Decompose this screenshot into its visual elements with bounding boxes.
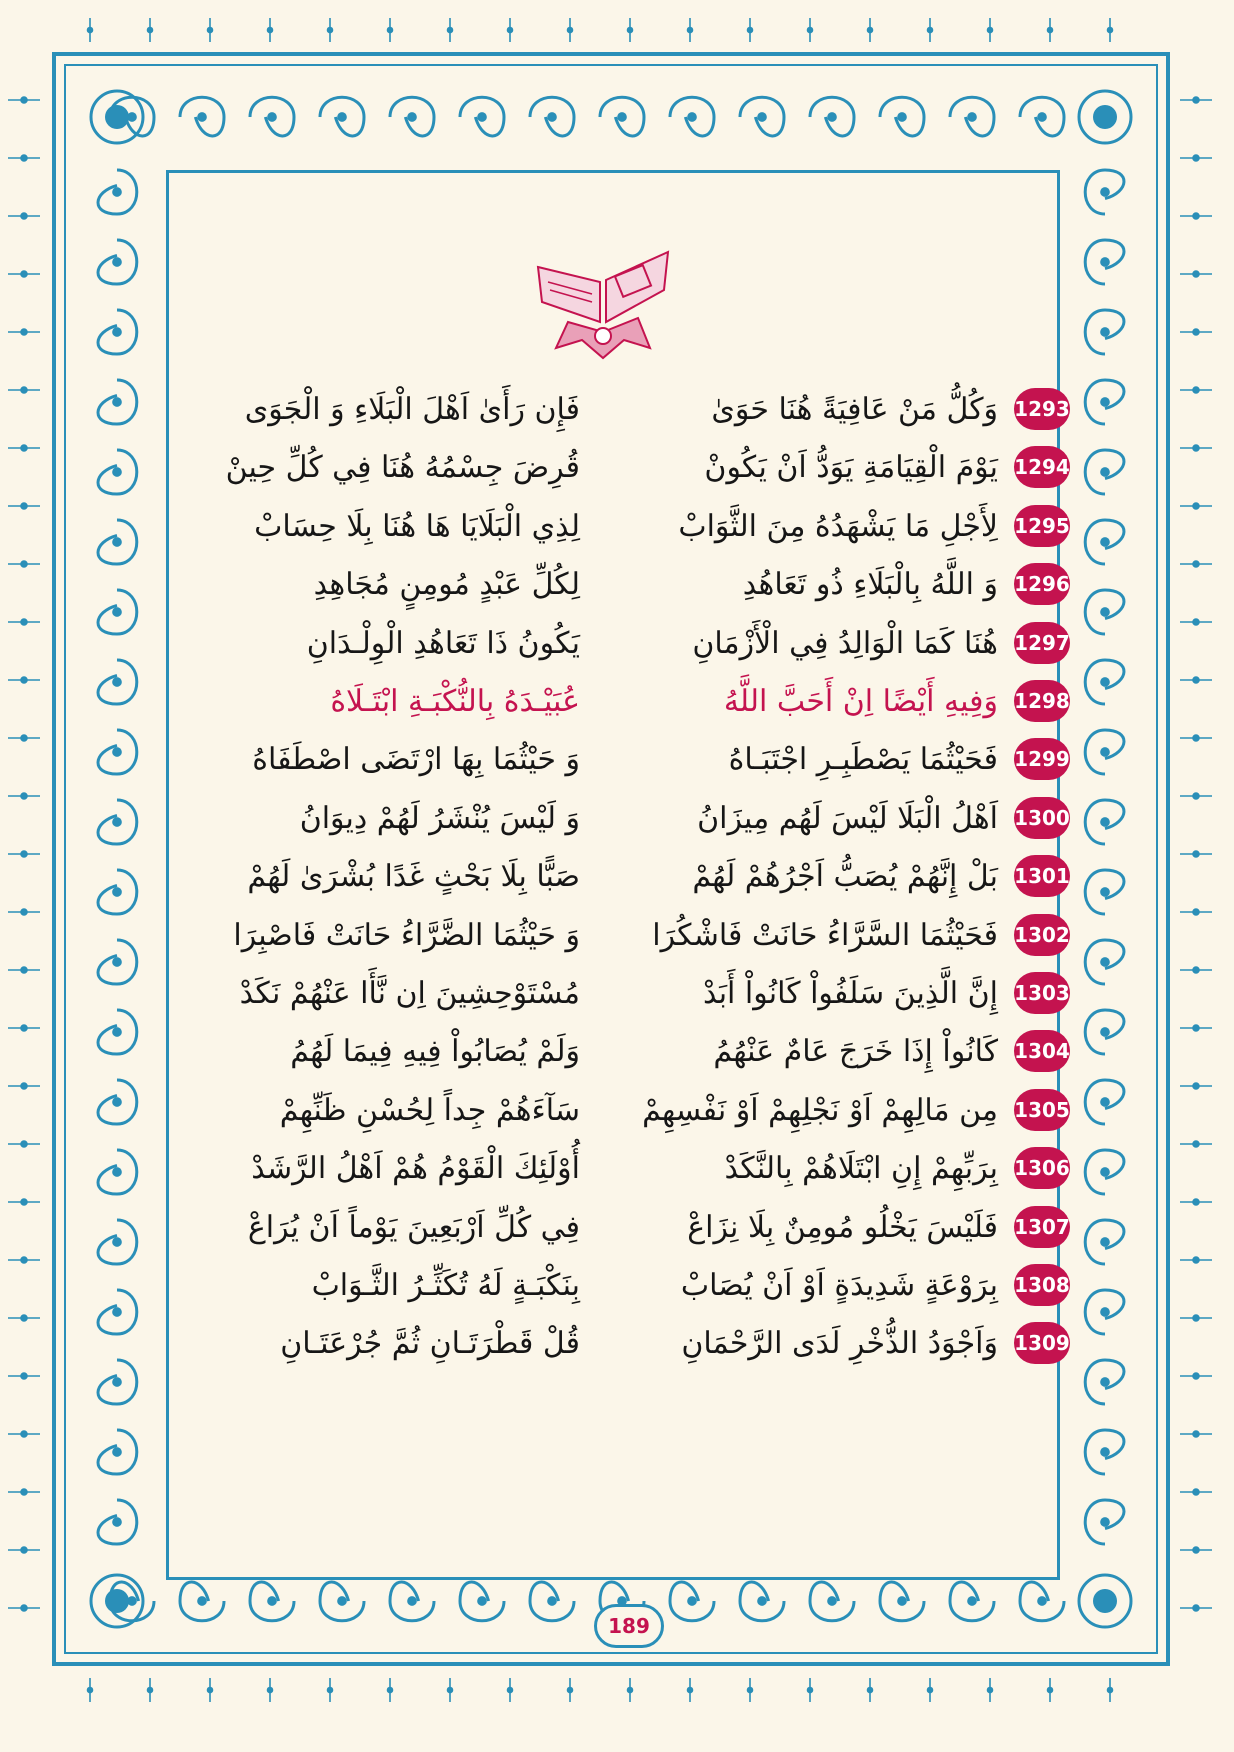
first-hemistich: إِنَّ الَّذِينَ سَلَفُواْ كَانُواْ أَبَدْ <box>702 976 998 1011</box>
second-hemistich: وَ حَيْثُمَا بِهَا ارْتَضَى اصْطَفَاهُ <box>252 742 580 778</box>
verse-row <box>190 557 1070 613</box>
first-hemistich: كَانُواْ إِذَا خَرَجَ عَامٌ عَنْهُمُ <box>713 1034 998 1070</box>
verse-number-badge: 1306 <box>1014 1147 1070 1189</box>
verse-row <box>190 440 1070 496</box>
second-hemistich: فِي كُلِّ اَرْبَعِينَ يَوْماً اَنْ يُرَاعْ <box>247 1209 580 1245</box>
verse-number-badge: 1293 <box>1014 388 1070 430</box>
second-hemistich: يَكُونُ ذَا تَعَاهُدِ الْوِلْـدَانِ <box>306 625 580 661</box>
verse-number-badge: 1298 <box>1014 680 1070 722</box>
first-hemistich: وَ اللَّهُ بِالْبَلَاءِ ذُو تَعَاهُدِ <box>742 567 998 603</box>
page-number: 189 <box>594 1604 664 1648</box>
verse-number-badge: 1294 <box>1014 446 1070 488</box>
verse-number-badge: 1303 <box>1014 972 1070 1014</box>
verse-row <box>190 1258 1070 1314</box>
verse-row <box>190 966 1070 1022</box>
second-hemistich: وَلَمْ يُصَابُواْ فِيهِ فِيمَا لَهُمُ <box>290 1034 580 1070</box>
first-hemistich: وَفِيهِ أَيْضًا اِنْ أَحَبَّ اللَّهُ <box>723 684 998 719</box>
book-on-stand-icon <box>528 222 678 362</box>
verse-row <box>190 1141 1070 1197</box>
verse-row <box>190 1200 1070 1256</box>
verse-number-badge: 1295 <box>1014 505 1070 547</box>
first-hemistich: بَلْ إِنَّهُمْ يُصَبُّ اَجْرُهُمْ لَهُمْ <box>692 859 998 895</box>
second-hemistich: عُبَيْـدَهُ بِالنُّكْبَـةِ ابْتَـلَاهُ <box>330 684 580 719</box>
verse-row <box>190 908 1070 964</box>
verse-number-badge: 1302 <box>1014 914 1070 956</box>
first-hemistich: اَهْلُ الْبَلَا لَيْسَ لَهُم مِيزَانُ <box>697 800 998 836</box>
second-hemistich: قُرِضَ جِسْمُهُ هُنَا فِي كُلِّ حِينْ <box>225 450 580 486</box>
first-hemistich: يَوْمَ الْقِيَامَةِ يَوَدُّ اَنْ يَكُونْ <box>704 450 998 486</box>
verse-number-badge: 1299 <box>1014 738 1070 780</box>
first-hemistich: بِرَوْعَةٍ شَدِيدَةٍ اَوْ اَنْ يُصَابْ <box>680 1268 998 1303</box>
verse-row <box>190 499 1070 555</box>
first-hemistich: هُنَا كَمَا الْوَالِدُ فِي الْأَزْمَانِ <box>692 625 998 661</box>
verse-number-badge: 1307 <box>1014 1206 1070 1248</box>
first-hemistich: فَحَيْثُمَا السَّرَّاءُ حَانَتْ فَاشْكُرَا <box>652 917 998 953</box>
first-hemistich: مِن مَالِهِمْ اَوْ نَجْلِهِمْ اَوْ نَفْسِهِمْ <box>642 1092 998 1128</box>
second-hemistich: بِنَكْبَـةٍ لَهُ تُكَثِّـرُ الثَّـوَابْ <box>311 1268 580 1303</box>
second-hemistich: وَ لَيْسَ يُنْشَرُ لَهُمْ دِيوَانُ <box>299 800 580 836</box>
second-hemistich: سَآءَهُمْ جِداً لِحُسْنِ ظَنِّهِمْ <box>279 1092 580 1128</box>
verse-row <box>190 732 1070 788</box>
second-hemistich: لِكُلِّ عَبْدٍ مُومِنٍ مُجَاهِدِ <box>313 567 580 603</box>
second-hemistich: وَ حَيْثُمَا الضَّرَّاءُ حَانَتْ فَاصْبِرَا <box>233 917 580 953</box>
verse-number-badge: 1300 <box>1014 797 1070 839</box>
second-hemistich: لِذِي الْبَلَايَا هَا هُنَا بِلَا حِسَابْ <box>254 508 580 544</box>
verse-number-badge: 1297 <box>1014 622 1070 664</box>
verse-number-badge: 1304 <box>1014 1030 1070 1072</box>
verse-row <box>190 382 1070 438</box>
first-hemistich: فَحَيْثُمَا يَصْطَبِـرِ اجْتَبَـاهُ <box>728 742 998 778</box>
second-hemistich: أُوْلَئِكَ الْقَوْمُ هُمْ اَهْلُ الرَّشَدْ <box>251 1151 580 1187</box>
verse-number-badge: 1301 <box>1014 855 1070 897</box>
verse-number-badge: 1308 <box>1014 1264 1070 1306</box>
verse-row <box>190 1083 1070 1139</box>
verse-row <box>190 849 1070 905</box>
verse-row <box>190 1316 1070 1372</box>
first-hemistich: بِرَبِّهِمْ إِنِ ابْتَلَاهُمْ بِالنَّكَدْ <box>724 1151 998 1187</box>
verse-row <box>190 791 1070 847</box>
second-hemistich: صَبًّا بِلَا بَحْثٍ غَدًا بُشْرَىٰ لَهُمْ <box>247 859 580 895</box>
second-hemistich: مُسْتَوْحِشِينَ اِن نَّأَا عَنْهُمْ نَكَدْ <box>239 976 580 1011</box>
second-hemistich: فَإِن رَأَىٰ اَهْلَ الْبَلَاءِ وَ الْجَوَى <box>244 392 580 427</box>
first-hemistich: لِأَجْلِ مَا يَشْهَدُهُ مِنَ الثَّوَابْ <box>678 508 998 544</box>
second-hemistich: قُلْ قَطْرَتَـانِ ثُمَّ جُرْعَتَـانِ <box>280 1326 580 1362</box>
verse-number-badge: 1309 <box>1014 1322 1070 1364</box>
verse-row <box>190 616 1070 672</box>
first-hemistich: وَكُلُّ مَنْ عَافِيَةً هُنَا حَوَىٰ <box>711 392 998 427</box>
verse-row <box>190 1024 1070 1080</box>
verse-number-badge: 1305 <box>1014 1089 1070 1131</box>
verse-row <box>190 674 1070 730</box>
first-hemistich: وَاَجْوَدُ الذُّخْرِ لَدَى الرَّحْمَانِ <box>681 1326 998 1362</box>
verse-number-badge: 1296 <box>1014 563 1070 605</box>
first-hemistich: فَلَيْسَ يَخْلُو مُومِنٌ بِلَا نِزَاعْ <box>687 1209 998 1245</box>
